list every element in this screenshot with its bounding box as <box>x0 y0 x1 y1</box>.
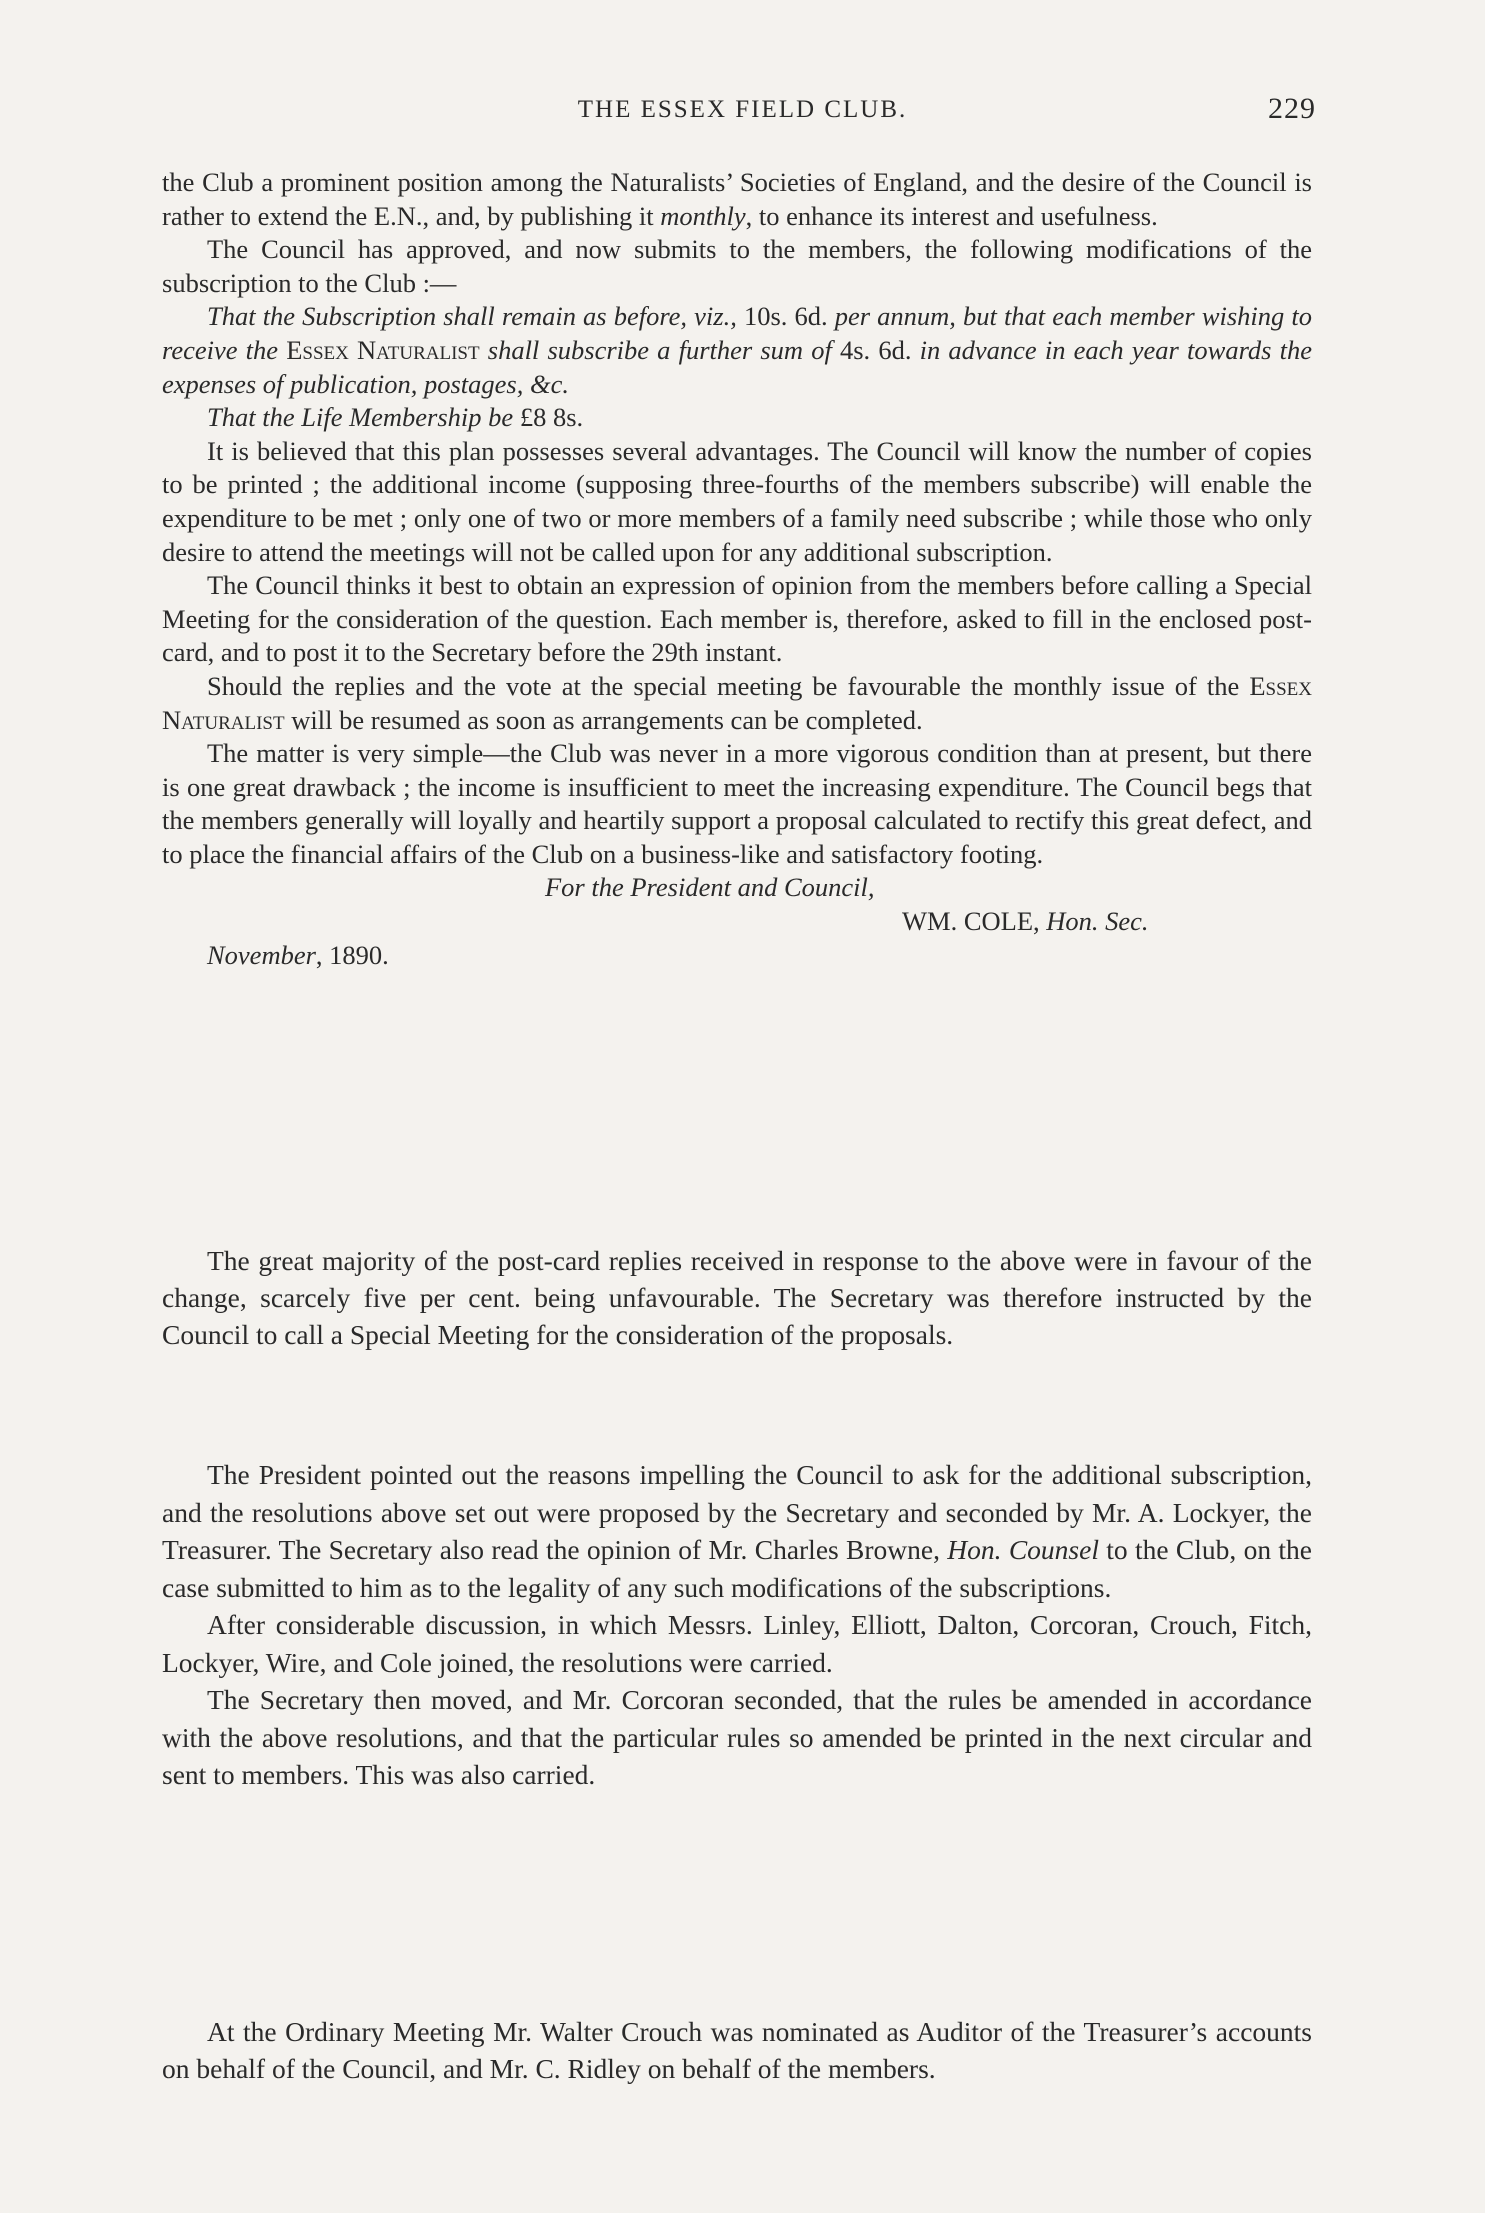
paragraph: The President pointed out the reasons impelling the Council to ask for the additional subscription, and the resolutions above set out were proposed by the Secretary and seconded by Mr. A. Lockyer, the Treasurer. The Secretary also read the opinion of Mr. Charles Browne, Hon. Counsel to the Club, on the case submitted to him as to the legality of any such modifications of the subscriptions. <box>162 1459 1312 1603</box>
paragraph: The Secretary then moved, and Mr. Corcoran seconded, that the rules be amended in accordance with the above resolutions, and that the particular rules so amended be printed in the next circular and sent to members. This was also carried. <box>162 1684 1312 1790</box>
paragraph: Should the replies and the vote at the special meeting be favourable the monthly issue of the Essex Naturalist will be resumed as soon as arrangements can be completed. <box>162 670 1312 735</box>
resolution-subscription: That the Subscription shall remain as before, viz., 10s. 6d. per annum, but that each member wishing to receive the Essex Naturalist shall subscribe a further sum of 4s. 6d. in advance in each year towards the expenses of publication, postages, &c. <box>162 301 1313 399</box>
paragraph: After considerable discussion, in which Messrs. Linley, Elliott, Dalton, Corcoran, Crouch, Fitch, Lockyer, Wire, and Cole joined, the resolutions were carried. <box>162 1609 1312 1678</box>
paragraph: The great majority of the post-card replies received in response to the above were in favour of the change, scarcely five per cent. being unfavourable. The Secretary was therefore instructed by the Council to call a Special Meeting for the consideration of the proposals. <box>162 1245 1312 1350</box>
page-number: 229 <box>1268 92 1316 125</box>
resolution-life-membership: That the Life Membership be £8 8s. <box>207 402 584 433</box>
paragraph: the Club a prominent position among the Naturalists’ Societies of England, and the desire of the Council is rather to extend the E.N., and, by publishing it monthly, to enhance its interest and usefulness. <box>162 167 1312 231</box>
signer: WM. COLE, Hon. Sec. <box>902 906 1149 937</box>
paragraph: It is believed that this plan possesses several advantages. The Council will know the number of copies to be printed ; the additional income (supposing three-fourths of the members subscribe) will enable the expenditure to be met ; only one of two or more members of a family need subscribe ; while those who only desire to attend the meetings will not be called upon for any additional subscription. <box>162 435 1312 567</box>
report-ordinary-meeting <box>162 2013 1312 2087</box>
running-title: THE ESSEX FIELD CLUB. <box>577 96 908 123</box>
signoff: For the President and Council, <box>545 872 875 903</box>
paragraph: The Council thinks it best to obtain an expression of opinion from the members before calling a Special Meeting for the consideration of the question. Each member is, therefore, asked to fill in the enclosed post-card, and to post it to the Secretary before the 29th instant. <box>162 570 1312 668</box>
report-paragraph-majority <box>162 1242 1312 1353</box>
circular-text <box>162 166 1312 972</box>
paragraph: The matter is very simple—the Club was never in a more vigorous condition than at present, but there is one great drawback ; the income is insufficient to meet the increasing expenditure. The Council begs that the members generally will loyally and heartily support a proposal calculated to rectify this great defect, and to place the financial affairs of the Club on a business-like and satisfactory footing. <box>162 738 1312 869</box>
date-line: November, 1890. <box>207 939 389 970</box>
paragraph: The Council has approved, and now submits to the members, the following modifications of the subscription to the Club :— <box>162 234 1312 298</box>
paragraph: At the Ordinary Meeting Mr. Walter Crouch was nominated as Auditor of the Treasurer’s accounts on behalf of the Council, and Mr. C. Ridley on behalf of the members. <box>162 2016 1312 2084</box>
page-header <box>0 92 1485 136</box>
report-special-meeting <box>162 1456 1312 1794</box>
